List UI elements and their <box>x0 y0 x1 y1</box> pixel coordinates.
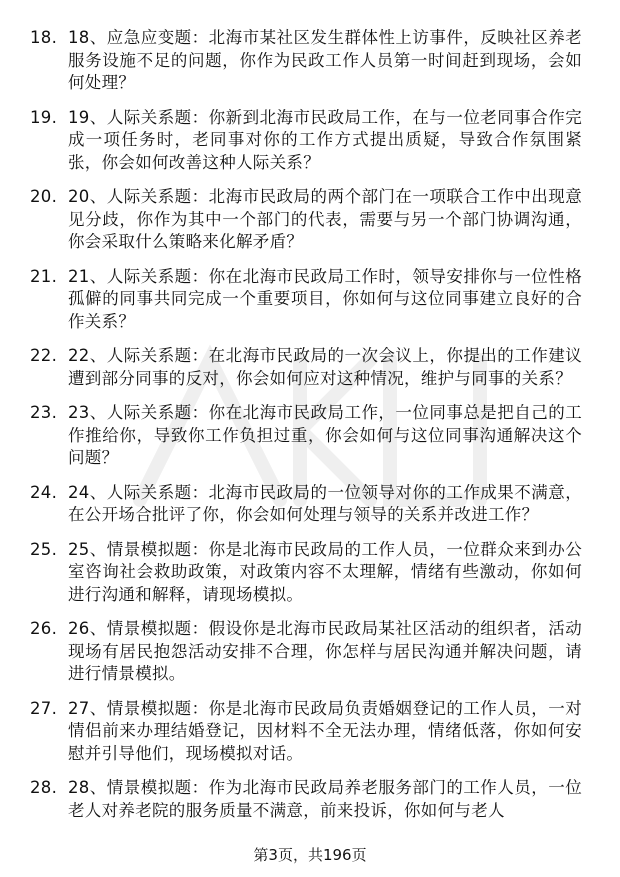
question-text: 27、情景模拟题：你是北海市民政局负责婚姻登记的工作人员，一对情侣前来办理结婚登记，因材料不全无法办理，情绪低落，你如何安慰并引导他们，现场模拟对话。 <box>68 698 582 763</box>
list-item <box>0 539 620 607</box>
list-item <box>0 186 620 254</box>
list-item-number: 24. <box>30 482 58 502</box>
list-item-number: 19. <box>30 107 58 127</box>
list-item-number: 23. <box>30 403 58 422</box>
question-text: 22、人际关系题：在北海市民政局的一次会议上，你提出的工作建议遭到部分同事的反对，你会如何应对这种情况，维护与同事的关系？ <box>68 346 582 388</box>
question-text: 19、人际关系题：你新到北海市民政局工作，在与一位老同事合作完成一项任务时，老同事对你的工作方式提出质疑，导致合作氛围紧张，你会如何改善这种人际关系？ <box>68 107 582 172</box>
list-item-number: 27. <box>30 698 58 718</box>
question-text: 23、人际关系题：你在北海市民政局工作，一位同事总是把自己的工作推给你，导致你工作负担过重，你会如何与这位同事沟通解决这个问题？ <box>68 403 582 467</box>
list-item <box>0 27 620 95</box>
list-item <box>0 402 620 470</box>
list-item <box>0 777 620 822</box>
list-item <box>0 698 620 766</box>
list-item <box>0 618 620 686</box>
list-item-number: 26. <box>30 619 58 638</box>
question-text: 21、人际关系题：你在北海市民政局工作时，领导安排你与一位性格孤僻的同事共同完成一个重要项目，你如何与这位同事建立良好的合作关系？ <box>68 266 582 331</box>
question-text: 18、应急应变题：北海市某社区发生群体性上访事件，反映社区养老服务设施不足的问题，你作为民政工作人员第一时间赶到现场，会如何处理？ <box>68 28 582 92</box>
list-item-number: 18. <box>30 28 58 47</box>
question-text: 25、情景模拟题：你是北海市民政局的工作人员，一位群众来到办公室咨询社会救助政策，对政策内容不太理解，情绪有些激动，你如何进行沟通和解释，请现场模拟。 <box>68 539 582 604</box>
question-text: 26、情景模拟题：假设你是北海市民政局某社区活动的组织者，活动现场有居民抱怨活动安排不合理，你怎样与居民沟通并解决问题，请进行情景模拟。 <box>68 619 582 683</box>
list-item-number: 22. <box>30 346 58 365</box>
list-item-number: 28. <box>30 778 58 797</box>
question-text: 20、人际关系题：北海市民政局的两个部门在一项联合工作中出现意见分歧，你作为其中一个部门的代表，需要与另一个部门协调沟通，你会采取什么策略来化解矛盾？ <box>68 187 582 251</box>
page-footer <box>0 846 620 864</box>
list-item-number: 25. <box>30 539 58 559</box>
list-item <box>0 107 620 175</box>
list-item <box>0 266 620 334</box>
list-item-number: 21. <box>30 266 58 286</box>
list-item <box>0 482 620 527</box>
list-item <box>0 345 620 390</box>
question-text: 24、人际关系题：北海市民政局的一位领导对你的工作成果不满意，在公开场合批评了你，你会如何处理与领导的关系并改进工作？ <box>68 482 582 524</box>
question-list <box>0 27 620 834</box>
question-text: 28、情景模拟题：作为北海市民政局养老服务部门的工作人员，一位老人对养老院的服务质量不满意，前来投诉，你如何与老人 <box>68 778 582 820</box>
list-item-number: 20. <box>30 187 58 206</box>
page-number-label: 第3页，共196页 <box>253 846 367 864</box>
